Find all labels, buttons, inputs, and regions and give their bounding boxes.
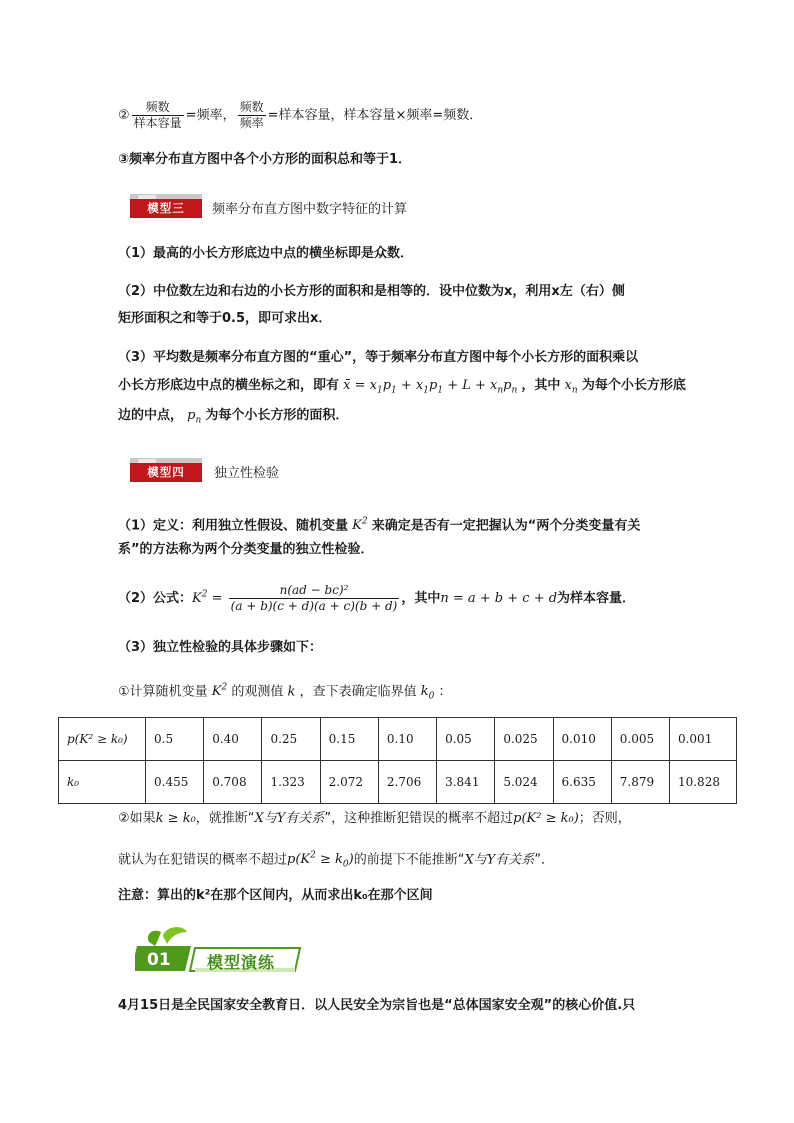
- table-row: [59, 718, 737, 761]
- frequency-relation-line: ② $\frac{\text{频数}}{\text{样本容量}}$ =频率， $\frac{\text{频数}}{\text{频率}}$ =样本容量，样本容量×频率=频数．: [118, 100, 483, 130]
- marker-2: ②: [118, 108, 130, 123]
- table-cell: 3.841: [437, 761, 495, 804]
- model4-formula: （2）公式：$K^2$ = $\frac{\text{n(ad − bc)²}}{(a + b)(c + d)(a + c)(b + d)}$ ，其中n = a + b + c + d为样本容量．: [118, 583, 636, 613]
- table-cell: 0.025: [495, 718, 553, 761]
- table-row-label: k₀: [59, 761, 146, 804]
- table-cell: 2.072: [320, 761, 378, 804]
- fraction-freq-over-sample: $\frac{\text{频数}}{\text{样本容量}}$: [133, 100, 182, 130]
- table-row: [59, 761, 737, 804]
- table-cell: 0.10: [378, 718, 436, 761]
- step2-line-b: 就认为在犯错误的概率不超过$p(K^2 \ge k_0)$的前提下不能推断“X与Y有关系”．: [118, 851, 555, 870]
- model3-p2b: 矩形面积之和等于0.5，即可求出x．: [118, 311, 332, 326]
- area-sum-line: ③频率分布直方图中各个小方形的面积总和等于1．: [118, 152, 412, 167]
- fraction-freq-over-rate: $\frac{\text{频数}}{\text{频率}}$: [239, 100, 264, 130]
- table-cell: 5.024: [495, 761, 553, 804]
- prob-repeat: $p(K^2 \ge k_0)$: [287, 851, 354, 870]
- model4-badge: 模型四: [130, 458, 202, 482]
- critical-value-table: [58, 717, 737, 804]
- practice-number: 01: [147, 950, 171, 970]
- table-cell: 0.15: [320, 718, 378, 761]
- table-cell: 10.828: [669, 761, 736, 804]
- model4-definition-b: 系”的方法称为两个分类变量的独立性检验．: [118, 542, 374, 557]
- question-line: 4月15日是全民国家安全教育日．以人民安全为宗旨也是“总体国家安全观”的核心价值.只: [118, 998, 636, 1013]
- table-cell: 0.455: [146, 761, 204, 804]
- table-cell: 0.5: [146, 718, 204, 761]
- table-cell: 0.40: [204, 718, 262, 761]
- table-cell: 0.005: [611, 718, 669, 761]
- model4-title: 独立性检验: [214, 466, 280, 481]
- practice-header: [135, 926, 305, 976]
- model4-definition-a: （1）定义：利用独立性假设、随机变量 $K^2$ 来确定是否有一定把握认为“两个分类变量有关: [118, 517, 641, 534]
- model3-p3a: （3）平均数是频率分布直方图的“重心”，等于频率分布直方图中每个小长方形的面积乘以: [118, 350, 639, 365]
- model3-p3c: 边的中点， $p_n$ 为每个小长方形的面积．: [118, 408, 349, 426]
- table-row-label: p(K² ≥ k₀): [59, 718, 146, 761]
- model3-title: 频率分布直方图中数字特征的计算: [212, 202, 408, 217]
- model3-p1: （1）最高的小长方形底边中点的横坐标即是众数．: [118, 246, 414, 261]
- table-cell: 1.323: [262, 761, 320, 804]
- model3-p3b: 小长方形底边中点的横坐标之和，即有 x̄ = $x_1p_1 + x_1p_1 + L + x_np_n$ ，其中 $x_n$ 为每个小长方形底: [118, 378, 686, 396]
- table-cell: 2.706: [378, 761, 436, 804]
- step1-line: ①计算随机变量 $K^2$ 的观测值 k ，查下表确定临界值 $k_0$ ：: [118, 683, 452, 702]
- table-cell: 0.001: [669, 718, 736, 761]
- marker-3: ③: [118, 152, 130, 167]
- note-line: 注意：算出的k²在那个区间内，从而求出k₀在那个区间: [118, 888, 433, 903]
- table-cell: 0.25: [262, 718, 320, 761]
- chi-square-fraction: $\frac{\text{n(ad − bc)²}}{(a + b)(c + d)(a + c)(b + d)}$: [230, 583, 398, 613]
- model3-badge: 模型三: [130, 194, 202, 218]
- table-cell: 6.635: [553, 761, 611, 804]
- table-cell: 7.879: [611, 761, 669, 804]
- practice-title: 模型演练: [207, 953, 276, 972]
- table-cell: 0.708: [204, 761, 262, 804]
- table-cell: 0.05: [437, 718, 495, 761]
- step2-line-a: ②如果k ≥ k₀，就推断“X与Y有关系”，这种推断犯错误的概率不超过p(K² ≥ k₀)；否则，: [118, 811, 631, 826]
- mean-formula: x̄ = $x_1p_1 + x_1p_1 + L + x_np_n$: [339, 378, 518, 396]
- table-cell: 0.010: [553, 718, 611, 761]
- model4-steps: （3）独立性检验的具体步骤如下：: [118, 640, 323, 655]
- model3-p2a: （2）中位数左边和右边的小长方形的面积和是相等的．设中位数为x，利用x左（右）侧: [118, 284, 625, 299]
